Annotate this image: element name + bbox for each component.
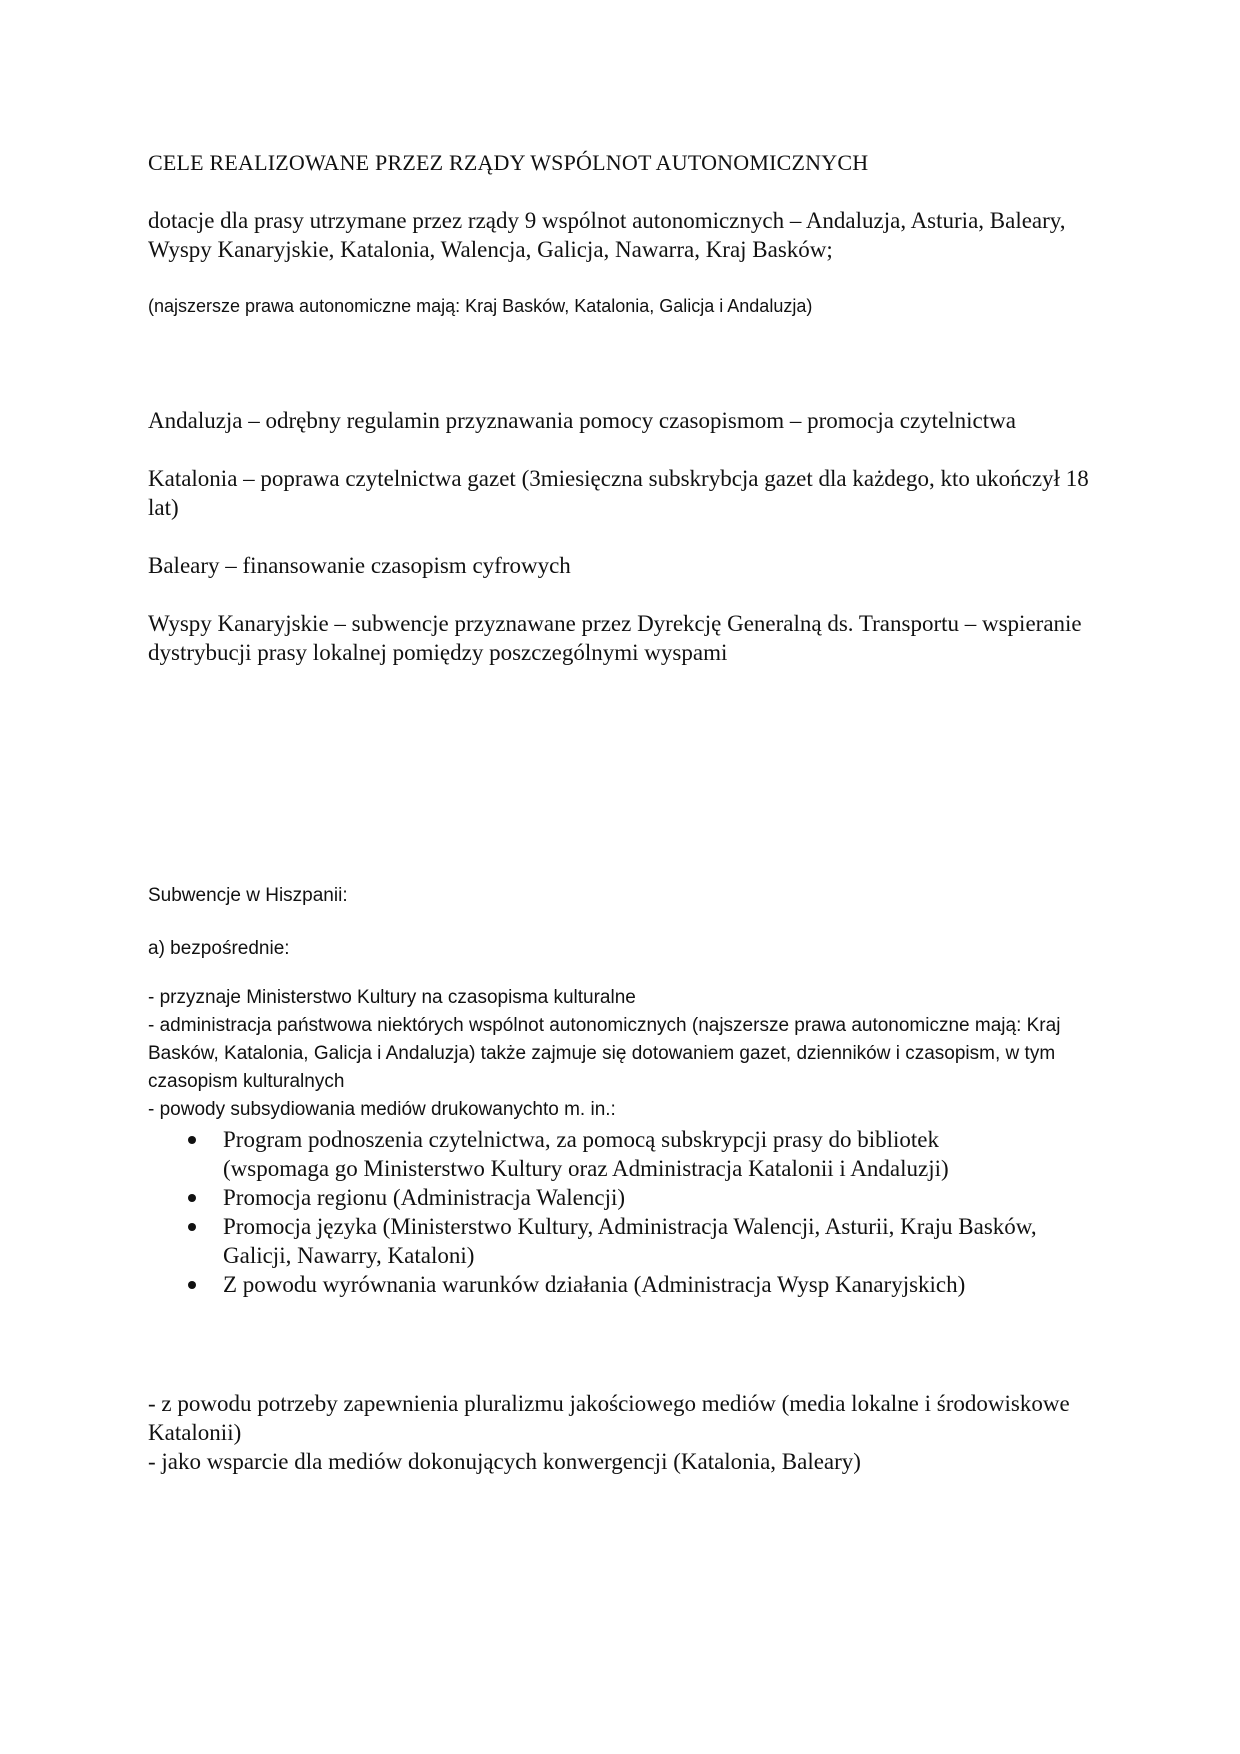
region-wyspy-kanaryjskie: Wyspy Kanaryjskie – subwencje przyznawane przez Dyrekcję Generalną ds. Transportu – wspieranie dystrybucji prasy lokalnej pomiędzy poszczególnymi wyspami bbox=[148, 611, 1082, 665]
bullet-text: Promocja języka (Ministerstwo Kultury, Administracja Walencji, Asturii, Kraju Basków, Galicji, Nawarry, Kataloni) bbox=[223, 1214, 1037, 1268]
bullet-text: Z powodu wyrównania warunków działania (Administracja Wysp Kanaryjskich) bbox=[223, 1272, 966, 1297]
list-item bbox=[188, 1212, 1048, 1270]
bullet-icon bbox=[188, 1136, 196, 1144]
autonomy-note: (najszersze prawa autonomiczne mają: Kraj Basków, Katalonia, Galicja i Andaluzja) bbox=[148, 296, 813, 316]
list-item: - z powodu potrzeby zapewnienia pluralizmu jakościowego mediów (media lokalne i środowiskowe Katalonii) bbox=[148, 1391, 1070, 1445]
direct-subsidies-label: a) bezpośrednie: bbox=[148, 938, 290, 959]
bullet-icon bbox=[188, 1194, 196, 1202]
list-item: - administracja państwowa niektórych wspólnot autonomicznych (najszersze prawa autonomiczne mają: Kraj Basków, Katalonia, Galicja i Andaluzja) także zajmuje się dotowaniem gazet, dzienników i czasopism, w tym czasopism kulturalnych bbox=[148, 1015, 1061, 1092]
intro-paragraph: dotacje dla prasy utrzymane przez rządy 9 wspólnot autonomicznych – Andaluzja, Asturia, Baleary, Wyspy Kanaryjskie, Katalonia, Walencja, Galicja, Nawarra, Kraj Basków; bbox=[148, 208, 1066, 262]
list-item bbox=[188, 1270, 1048, 1299]
bullet-text: Program podnoszenia czytelnictwa, za pomocą subskrypcji prasy do bibliotek (wspomaga go Ministerstwo Kultury oraz Administracja Katalonii i Andaluzji) bbox=[223, 1127, 949, 1181]
region-andaluzja: Andaluzja – odrębny regulamin przyznawania pomocy czasopismom – promocja czytelnictwa bbox=[148, 408, 1016, 433]
list-item bbox=[188, 1125, 1048, 1183]
region-baleary: Baleary – finansowanie czasopism cyfrowych bbox=[148, 553, 571, 578]
subsidies-heading: Subwencje w Hiszpanii: bbox=[148, 885, 348, 906]
reasons-bullet-list bbox=[188, 1125, 1048, 1299]
region-katalonia: Katalonia – poprawa czytelnictwa gazet (3miesięczna subskrybcja gazet dla każdego, kto ukończył 18 lat) bbox=[148, 466, 1089, 520]
additional-reasons-list bbox=[148, 1389, 1078, 1476]
list-item bbox=[188, 1183, 1048, 1212]
bullet-icon bbox=[188, 1223, 196, 1231]
list-item: - przyznaje Ministerstwo Kultury na czasopisma kulturalne bbox=[148, 987, 636, 1008]
list-item: - jako wsparcie dla mediów dokonujących konwergencji (Katalonia, Baleary) bbox=[148, 1449, 861, 1474]
document-title: CELE REALIZOWANE PRZEZ RZĄDY WSPÓLNOT AUTONOMICZNYCH bbox=[148, 150, 869, 175]
list-item: - powody subsydiowania mediów drukowanychto m. in.: bbox=[148, 1099, 616, 1120]
bullet-icon bbox=[188, 1281, 196, 1289]
bullet-text: Promocja regionu (Administracja Walencji) bbox=[223, 1185, 626, 1210]
direct-subsidies-list bbox=[148, 984, 1078, 1124]
